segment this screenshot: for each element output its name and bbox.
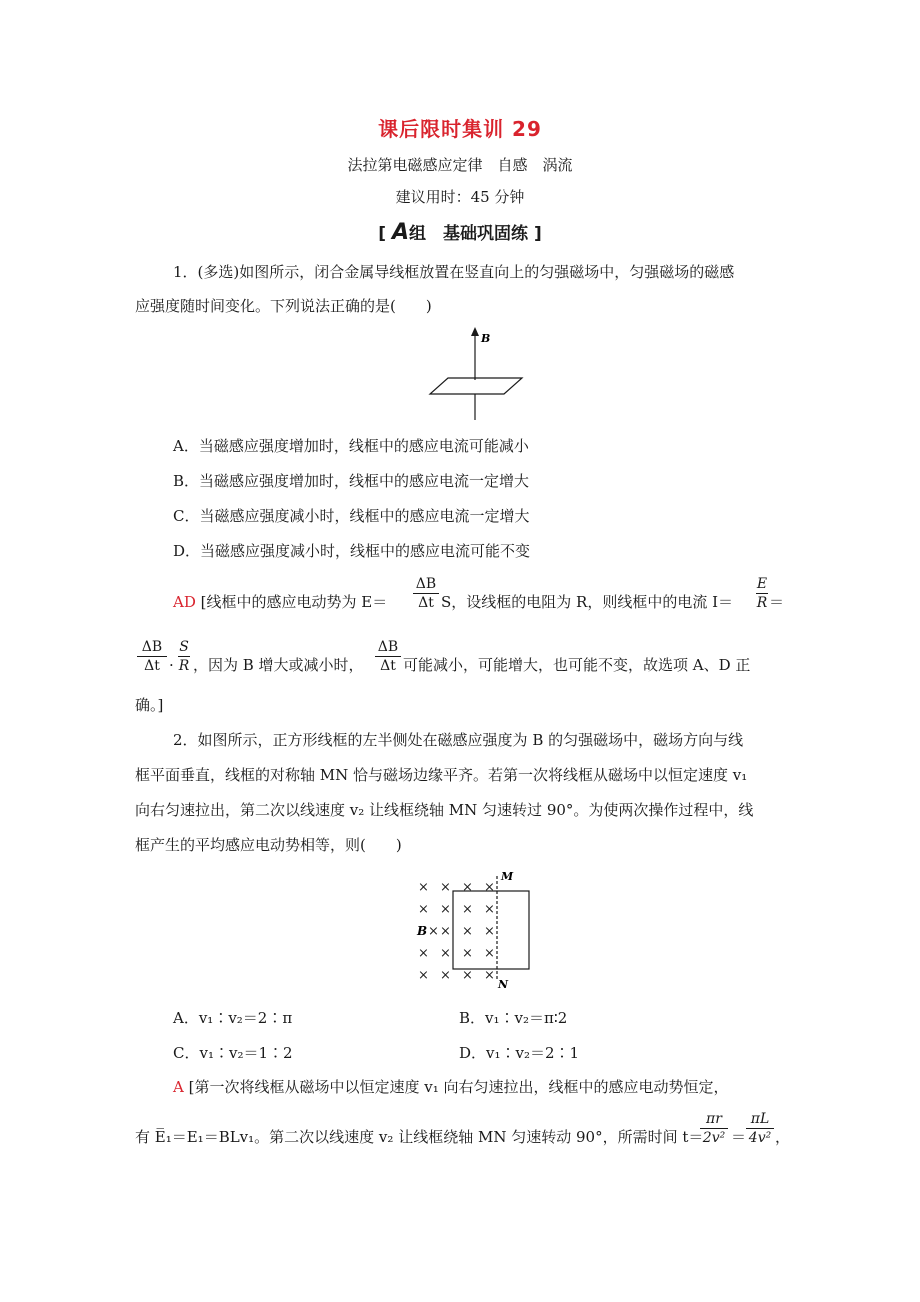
- page-subtitle: 法拉第电磁感应定律 自感 涡流: [347, 156, 573, 174]
- group-heading: [0, 219, 920, 245]
- field-cross-icon: ×: [418, 880, 429, 895]
- frac-den: R: [756, 595, 768, 611]
- frac-bar: [413, 593, 439, 594]
- q1-option-a: A．当磁感应强度增加时，线框中的感应电流可能减小: [173, 437, 529, 455]
- q1-exp-text-c: ＝: [769, 593, 785, 611]
- label-b: B: [417, 924, 428, 938]
- field-cross-icon: ×: [462, 968, 473, 983]
- field-cross-icon: ×: [440, 880, 451, 895]
- group-bracket-open: [: [378, 224, 387, 244]
- frac-num: πL: [750, 1111, 770, 1127]
- frac-bar: [700, 1128, 728, 1129]
- frac-den: 4v²: [748, 1130, 772, 1146]
- magnetic-field-crosses: [418, 880, 495, 983]
- field-cross-icon: ×: [440, 968, 451, 983]
- field-cross-icon: ×: [462, 946, 473, 961]
- frac-num: ΔB: [415, 576, 437, 592]
- field-cross-icon: ×: [440, 946, 451, 961]
- group-letter: A: [391, 220, 410, 245]
- field-cross-icon: ×: [484, 946, 495, 961]
- field-cross-icon: ×: [462, 880, 473, 895]
- q1-exp-text-a: [线框中的感应电动势为 E＝: [200, 593, 388, 611]
- frac-den: R: [178, 658, 190, 674]
- q2-frac-pil-4v2: [746, 1111, 774, 1146]
- field-cross-icon: ×: [428, 924, 439, 939]
- frac-den: Δt: [380, 658, 396, 674]
- field-cross-icon: ×: [484, 902, 495, 917]
- label-n: N: [498, 978, 509, 991]
- q1-option-b: B．当磁感应强度增加时，线框中的感应电流一定增大: [173, 472, 530, 490]
- field-cross-icon: ×: [484, 924, 495, 939]
- q1-frac-db-dt-2: [137, 639, 167, 674]
- q1-frac-db-dt-3: [375, 639, 401, 674]
- field-cross-icon: ×: [418, 946, 429, 961]
- frac-bar: [756, 593, 768, 594]
- q2-option-c: C．v₁∶v₂＝1∶2: [173, 1044, 293, 1062]
- field-cross-icon: ×: [440, 924, 451, 939]
- field-cross-icon: ×: [418, 902, 429, 917]
- q1-dot: ·: [169, 656, 174, 674]
- label-m: M: [501, 870, 514, 883]
- q1-option-c: C．当磁感应强度减小时，线框中的感应电流一定增大: [173, 507, 530, 525]
- field-cross-icon: ×: [440, 902, 451, 917]
- q2-exp-text-2c: ，: [775, 1128, 791, 1146]
- q1-exp-text-l2a: ，因为 B 增大或减小时，: [193, 656, 364, 674]
- field-cross-icon: ×: [418, 968, 429, 983]
- q2-stem-line4: 框产生的平均感应电动势相等，则( ): [135, 836, 402, 854]
- q2-option-d: D．v₁∶v₂＝2∶1: [459, 1044, 580, 1062]
- suggested-time: 建议用时：45 分钟: [395, 188, 525, 206]
- q1-stem-line2: 应强度随时间变化。下列说法正确的是( ): [135, 297, 432, 315]
- frac-bar: [178, 656, 190, 657]
- field-cross-icon: ×: [462, 902, 473, 917]
- q2-option-a: A．v₁∶v₂＝2∶π: [173, 1009, 293, 1027]
- q2-figure: [410, 866, 550, 994]
- page-title: 课后限时集训 29: [378, 117, 542, 141]
- frac-num: S: [179, 639, 189, 655]
- q1-exp-text-l2b: 可能减小，可能增大，也可能不变，故选项 A、D 正: [403, 656, 751, 674]
- group-bracket-close: ]: [533, 224, 542, 244]
- field-cross-icon: ×: [484, 880, 495, 895]
- q2-exp-text-2b: ＝: [731, 1128, 747, 1146]
- q1-option-d: D．当磁感应强度减小时，线框中的感应电流可能不变: [173, 542, 531, 560]
- q1-answer: AD: [173, 593, 196, 611]
- q1-frac-db-dt: [413, 576, 439, 611]
- q2-answer: A: [173, 1078, 184, 1096]
- q2-exp-text-2a: 有 E̅₁＝E₁＝BLv₁。第二次以线速度 v₂ 让线框绕轴 MN 匀速转动 90°，所需时间 t＝: [135, 1128, 704, 1146]
- frac-num: ΔB: [141, 639, 163, 655]
- q1-frac-e-r: [756, 576, 768, 611]
- q1-stem-line1: 1．(多选)如图所示，闭合金属导线框放置在竖直向上的匀强磁场中，匀强磁场的磁感: [173, 263, 735, 281]
- q1-exp-text-b: S，设线框的电阻为 R，则线框中的电流 I＝: [441, 593, 734, 611]
- frac-den: Δt: [144, 658, 160, 674]
- frac-den: Δt: [418, 595, 434, 611]
- q1-exp-text-l3: 确。]: [135, 696, 164, 714]
- q1-frac-s-r: [178, 639, 190, 674]
- frac-bar: [137, 656, 167, 657]
- q2-stem-line1: 2．如图所示，正方形线框的左半侧处在磁感应强度为 B 的匀强磁场中，磁场方向与线: [173, 731, 744, 749]
- q2-frac-pir-2v2: [700, 1111, 728, 1146]
- frac-num: πr: [706, 1111, 722, 1127]
- q2-exp-text-1: [第一次将线框从磁场中以恒定速度 v₁ 向右匀速拉出，线框中的感应电动势恒定，: [188, 1078, 729, 1096]
- frac-bar: [746, 1128, 774, 1129]
- field-cross-icon: ×: [462, 924, 473, 939]
- field-cross-icon: ×: [484, 968, 495, 983]
- frac-num: ΔB: [377, 639, 399, 655]
- frac-bar: [375, 656, 401, 657]
- q2-explanation-line1: [173, 1077, 729, 1097]
- group-label: 组 基础巩固练: [409, 224, 529, 244]
- q2-stem-line2: 框平面垂直，线框的对称轴 MN 恰与磁场边缘平齐。若第一次将线框从磁场中以恒定速度 v₁: [135, 766, 748, 784]
- field-arrow-icon: [471, 327, 479, 336]
- frac-num: E: [756, 576, 768, 592]
- q1-figure: [420, 325, 540, 425]
- frac-den: 2v²: [702, 1130, 726, 1146]
- q2-stem-line3: 向右匀速拉出，第二次以线速度 v₂ 让线框绕轴 MN 匀速转过 90°。为使两次操作过程中，线: [135, 801, 754, 819]
- q2-option-b: B．v₁∶v₂＝π∶2: [459, 1009, 568, 1027]
- q1-explanation-line1: [173, 592, 387, 612]
- field-label-b: B: [481, 332, 491, 345]
- wire-frame: [430, 378, 522, 394]
